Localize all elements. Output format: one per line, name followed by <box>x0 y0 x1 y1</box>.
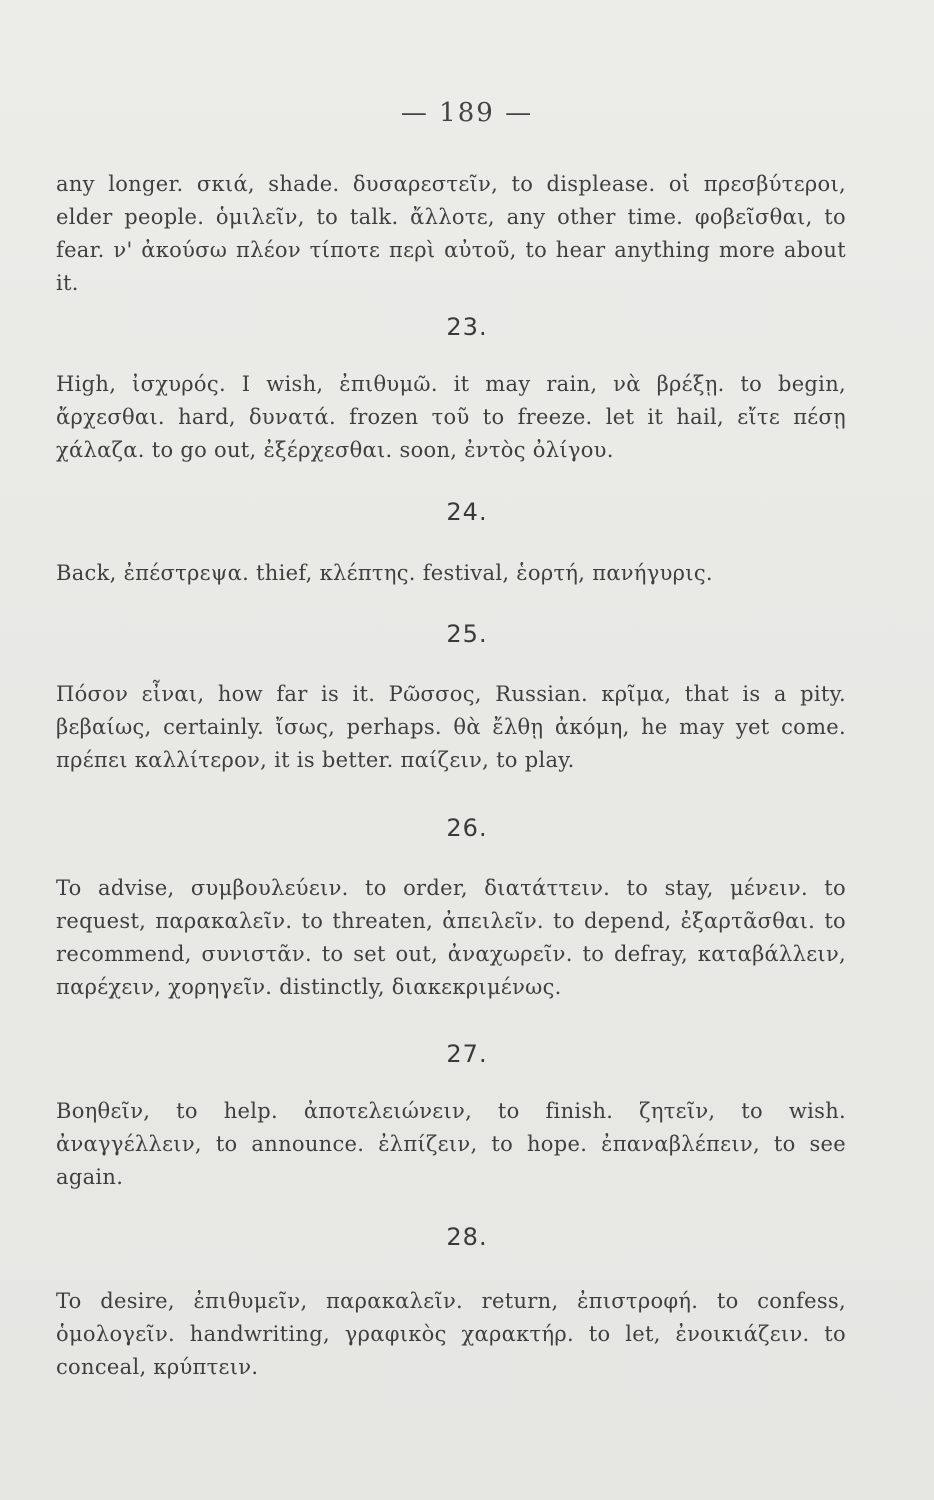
section-28-text: To desire, ἐπιθυμεῖν, παρακαλεῖν. return, ἐπιστροφή. to confess, ὁμολογεῖν. handwriting, γραφικὸς χαρακτήρ. to let, ἐνοικιάζειν. to conceal, κρύπτειν. <box>56 1289 846 1379</box>
page-number: — 189 — <box>400 98 534 128</box>
section-28-heading: 28. <box>446 1223 488 1251</box>
section-25-heading: 25. <box>446 620 488 648</box>
section-26-text: To advise, συμβουλεύειν. to order, διατάττειν. to stay, μένειν. to request, παρακαλεῖν. to threaten, ἀπειλεῖν. to depend, ἐξαρτᾶσθαι. to recommend, συνιστᾶν. to set out, ἀναχωρεῖν. to defray, καταβάλλειν, παρέχειν, χορηγεῖν. distinctly, διακεκριμένως. <box>56 876 846 999</box>
section-24-heading: 24. <box>446 498 488 526</box>
intro-paragraph: any longer. σκιά, shade. δυσαρεστεῖν, to displease. οἱ πρεσβύτεροι, elder people. ὁμιλεῖν, to talk. ἄλλοτε, any other time. φοβεῖσθαι, to fear. ν' ἀκούσω πλέον τίποτε περὶ αὐτοῦ, to hear anything more about it. <box>56 172 846 295</box>
section-24-text: Back, ἐπέστρεψα. thief, κλέπτης. festival, ἑορτή, πανήγυρις. <box>56 561 713 585</box>
section-27-text: Βοηθεῖν, to help. ἀποτελειώνειν, to finish. ζητεῖν, to wish. ἀναγγέλλειν, to announce. ἐλπίζειν, to hope. ἐπαναβλέπειν, to see again. <box>56 1099 846 1189</box>
section-26-heading: 26. <box>446 814 488 842</box>
section-23-heading: 23. <box>446 313 488 341</box>
section-27-heading: 27. <box>446 1040 488 1068</box>
section-23-text: High, ἰσχυρός. I wish, ἐπιθυμῶ. it may rain, νὰ βρέξῃ. to begin, ἄρχεσθαι. hard, δυνατά. frozen τοῦ to freeze. let it hail, εἴτε πέσῃ χάλαζα. to go out, ἐξέρχεσθαι. soon, ἐντὸς ὀλίγου. <box>56 372 846 462</box>
section-25-text: Πόσον εἶναι, how far is it. Ρῶσσος, Russian. κρῖμα, that is a pity. βεβαίως, certainly. ἴσως, perhaps. θὰ ἔλθῃ ἀκόμη, he may yet come. πρέπει καλλίτερον, it is better. παίζειν, to play. <box>56 682 846 772</box>
